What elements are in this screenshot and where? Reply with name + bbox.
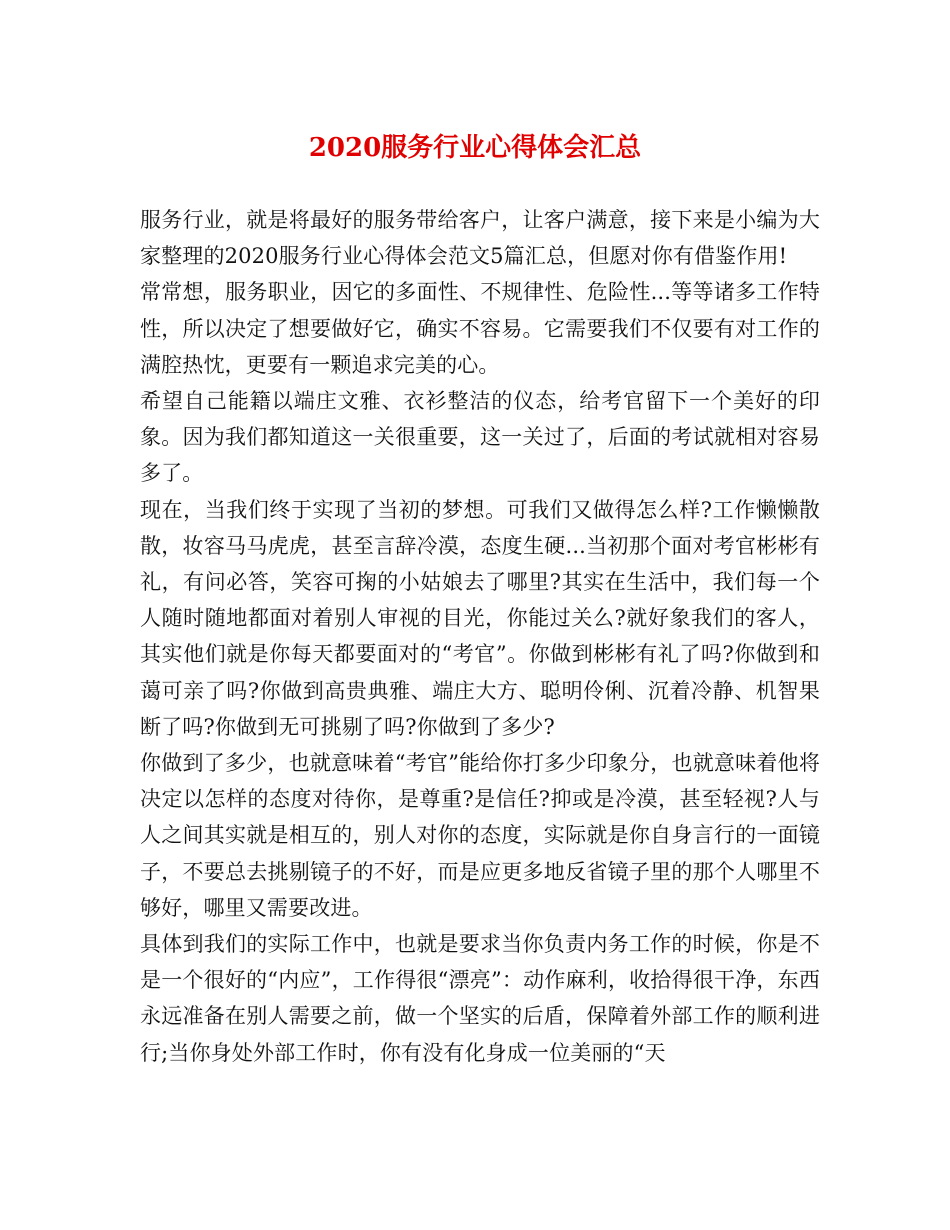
paragraph: 具体到我们的实际工作中，也就是要求当你负责内务工作的时候，你是不是一个很好的“内应”，工作得很“漂亮”：动作麻利，收拾得很干净，东西永远准备在别人需要之前，做一个坚实的后盾，保障着外部工作的顺利进行;当你身处外部工作时，你有没有化身成一位美丽的“天 bbox=[140, 932, 820, 1065]
paragraph: 你做到了多少，也就意味着“考官”能给你打多少印象分，也就意味着他将决定以怎样的态度对待你，是尊重?是信任?抑或是冷漠，甚至轻视?人与人之间其实就是相互的，别人对你的态度，实际就是你自身言行的一面镜子，不要总去挑剔镜子的不好，而是应更多地反省镜子里的那个人哪里不够好，哪里又需要改进。 bbox=[140, 751, 820, 920]
document-body bbox=[140, 202, 820, 1071]
paragraph: 现在，当我们终于实现了当初的梦想。可我们又做得怎么样?工作懒懒散散，妆容马马虎虎，甚至言辞冷漠，态度生硬...当初那个面对考官彬彬有礼，有问必答，笑容可掬的小姑娘去了哪里?其实在生活中，我们每一个人随时随地都面对着别人审视的目光，你能过关么?就好象我们的客人，其实他们就是你每天都要面对的“考官”。你做到彬彬有礼了吗?你做到和蔼可亲了吗?你做到高贵典雅、端庄大方、聪明伶俐、沉着冷静、机智果断了吗?你做到无可挑剔了吗?你做到了多少? bbox=[140, 497, 820, 739]
paragraph: 常常想，服务职业，因它的多面性、不规律性、危险性...等等诸多工作特性，所以决定了想要做好它，确实不容易。它需要我们不仅要有对工作的满腔热忱，更要有一颗追求完美的心。 bbox=[140, 280, 820, 377]
document-title: 2020服务行业心得体会汇总 bbox=[308, 133, 642, 163]
paragraph: 服务行业，就是将最好的服务带给客户，让客户满意，接下来是小编为大家整理的2020服务行业心得体会范文5篇汇总，但愿对你有借鉴作用! bbox=[140, 208, 820, 269]
paragraph: 希望自己能籍以端庄文雅、衣衫整洁的仪态，给考官留下一个美好的印象。因为我们都知道这一关很重要，这一关过了，后面的考试就相对容易多了。 bbox=[140, 389, 820, 486]
